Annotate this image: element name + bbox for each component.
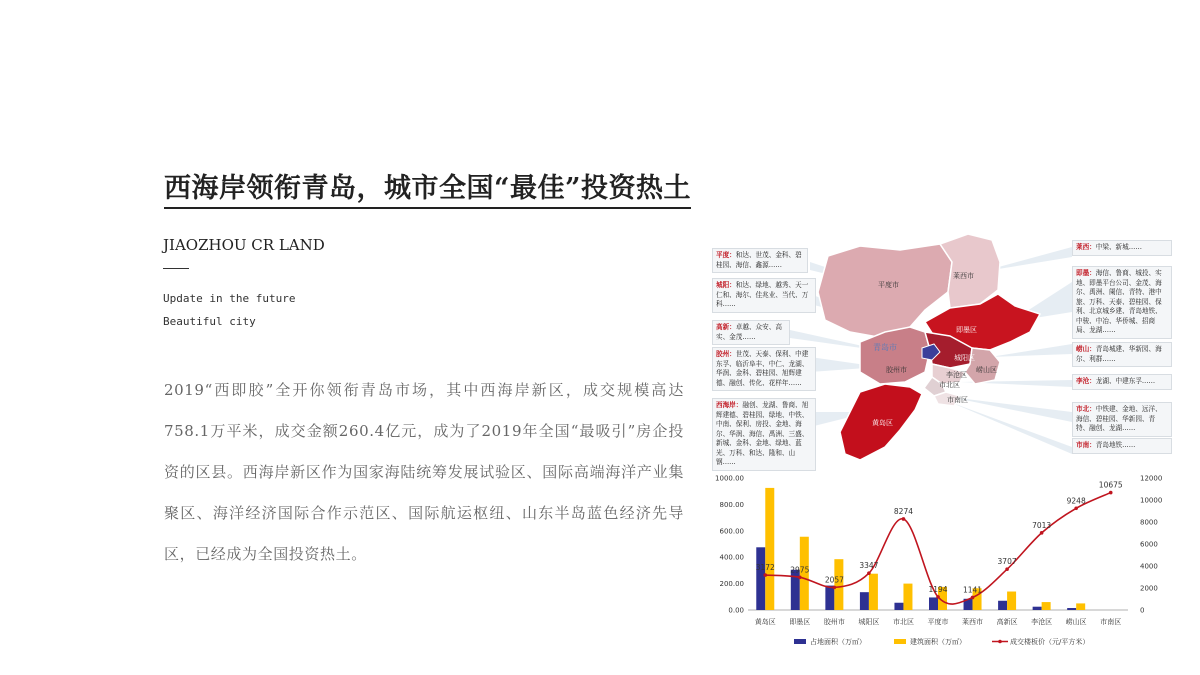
bar-land (1033, 607, 1042, 610)
price-point (971, 596, 975, 600)
price-data-label: 8274 (893, 506, 914, 516)
label-jiaozhou: 胶州市 (886, 366, 907, 374)
bar-floor (834, 559, 843, 610)
price-point (1074, 506, 1078, 510)
x-tick-label: 城阳区 (858, 618, 880, 626)
label-jimo: 即墨区 (956, 326, 977, 334)
price-data-label: 3172 (755, 563, 775, 573)
legend-swatch (894, 639, 906, 644)
bar-land (860, 592, 869, 610)
note-jimo: 即墨：海信、鲁商、城投、实地、即墨平台公司、金茂、海尔、禹洲、阑信、青特、港中旅、万科、天泰、碧桂园、保利、北京城乡建、青岛地铁、中骏、中冶、华侨城、招商局、龙湖…… (1072, 266, 1172, 339)
label-shinan: 市南区 (947, 396, 968, 404)
y-right-tick-label: 8000 (1140, 518, 1158, 527)
x-tick-label: 李沧区 (1031, 618, 1053, 626)
x-tick-label: 黄岛区 (754, 618, 776, 626)
land-chart (710, 472, 1172, 662)
x-tick-label: 莱西市 (962, 618, 984, 626)
y-right-tick-label: 4000 (1140, 562, 1158, 571)
label-pingdu: 平度市 (878, 281, 899, 289)
note-licang: 李沧：龙湖、中建东孚…… (1072, 374, 1172, 390)
note-chengyang: 城阳：和达、绿地、越秀、天一仁和、海尔、佳兆业、当代、万科…… (712, 278, 816, 313)
price-point (867, 571, 871, 575)
y-left-tick-label: 200.00 (719, 580, 744, 589)
bar-floor (903, 584, 912, 610)
price-point (902, 517, 906, 521)
legend-label: 建筑面积（万㎡） (910, 638, 966, 646)
note-pingdu: 平度：和达、世茂、金科、碧桂园、海信、鑫源…… (712, 248, 808, 273)
y-left-tick-label: 600.00 (719, 527, 744, 536)
body-paragraph: 2019“西即胶”全开你领衔青岛市场，其中西海岸新区，成交规模高达758.1万平米，成交金额260.4亿元，成为了2019年全国“最吸引”房企投资的区县。西海岸新区作为国家海陆统筹发展试验区、国际高端海洋产业集聚区、海洋经济国际合作示范区、国际航运枢纽、山东半岛蓝色经济先导区，已经成为全国投资热土。 (164, 381, 684, 563)
tagline-1: Update in the future (163, 292, 296, 305)
y-right-tick-label: 12000 (1140, 474, 1163, 483)
y-left-tick-label: 800.00 (719, 500, 744, 509)
y-left-tick-label: 400.00 (719, 553, 744, 562)
price-point (1040, 531, 1044, 535)
x-tick-label: 胶州市 (823, 618, 845, 626)
label-laoshan: 崂山区 (976, 366, 997, 374)
y-right-tick-label: 0 (1140, 606, 1145, 615)
price-point (936, 595, 940, 599)
divider (163, 268, 189, 269)
page-subtitle: JIAOZHOU CR LAND (163, 236, 325, 254)
label-huangdao: 黄岛区 (872, 419, 893, 427)
label-chengyang: 城阳区 (954, 354, 975, 362)
x-tick-label: 崂山区 (1065, 618, 1087, 626)
label-qingdao: 青岛市 (873, 343, 897, 352)
price-data-label: 1194 (928, 584, 948, 594)
x-tick-label: 即墨区 (789, 618, 811, 626)
x-tick-label: 高新区 (996, 618, 1018, 626)
y-left-tick-label: 0.00 (728, 606, 744, 615)
bar-floor (869, 574, 878, 610)
x-tick-label: 平度市 (927, 618, 949, 626)
legend-label: 占地面积（万㎡） (810, 638, 866, 646)
bar-floor (1042, 602, 1051, 610)
qingdao-map (710, 232, 1172, 472)
bar-land (929, 597, 938, 610)
note-xihaian: 西海岸：融创、龙湖、鲁商、旭辉建德、碧桂园、绿地、中铁、中南、保利、房投、金地、海尔、华润、海信、禹洲、三盛、新城、金科、金地、绿地、蓝光、万科、和达、隆和、山钢…… (712, 398, 816, 471)
note-shinan: 市南：青岛地铁…… (1072, 438, 1172, 454)
price-point (763, 573, 767, 577)
note-laixi: 莱西：中梁、新城…… (1072, 240, 1172, 256)
chart-svg (710, 472, 1172, 662)
price-data-label: 9248 (1066, 496, 1086, 506)
legend-swatch (794, 639, 806, 644)
y-right-tick-label: 6000 (1140, 540, 1158, 549)
legend-label: 成交楼板价（元/平方米） (1010, 638, 1090, 646)
label-licang: 李沧区 (946, 371, 967, 379)
bar-land (1067, 608, 1076, 610)
tagline-2: Beautiful city (163, 315, 256, 328)
price-data-label: 3707 (997, 557, 1017, 567)
bar-land (998, 601, 1007, 610)
price-point (1109, 491, 1113, 495)
label-laixi: 莱西市 (953, 272, 974, 280)
bar-land (894, 603, 903, 610)
price-data-label: 2057 (824, 575, 844, 585)
bar-land (825, 586, 834, 610)
page-title: 西海岸领衔青岛，城市全国“最佳”投资热土 (164, 166, 691, 209)
y-right-tick-label: 2000 (1140, 584, 1158, 593)
bar-floor (1076, 603, 1085, 610)
legend-swatch-dot (998, 640, 1002, 644)
price-data-label: 3347 (859, 561, 879, 571)
note-gaoxin: 高新：卓越、众安、高实、金茂…… (712, 320, 790, 345)
price-point (798, 575, 802, 579)
note-jiaozhou: 胶州：世茂、天泰、保利、中建东孚、临沂阜丰、中仁、龙湖、华润、金科、碧桂园、旭辉建德、融创、传化、花样年…… (712, 347, 816, 391)
price-point (1005, 567, 1009, 571)
price-data-label: 10675 (1098, 480, 1123, 490)
y-right-tick-label: 10000 (1140, 496, 1163, 505)
x-tick-label: 市南区 (1100, 618, 1122, 626)
price-data-label: 2975 (790, 565, 810, 575)
note-laoshan: 崂山：青岛城建、华新园、海尔、利群…… (1072, 342, 1172, 367)
price-data-label: 1141 (962, 585, 983, 595)
price-point (833, 586, 837, 590)
label-shibei: 市北区 (939, 381, 960, 389)
bar-floor (1007, 592, 1016, 610)
price-data-label: 7013 (1032, 520, 1052, 530)
note-shibei: 市北：中铁建、金地、远洋、海信、碧桂园、华新园、青特、融创、龙湖…… (1072, 402, 1172, 437)
bar-land (756, 547, 765, 610)
y-left-tick-label: 1000.00 (715, 474, 744, 483)
bar-floor (765, 488, 774, 610)
x-tick-label: 市北区 (892, 618, 914, 626)
